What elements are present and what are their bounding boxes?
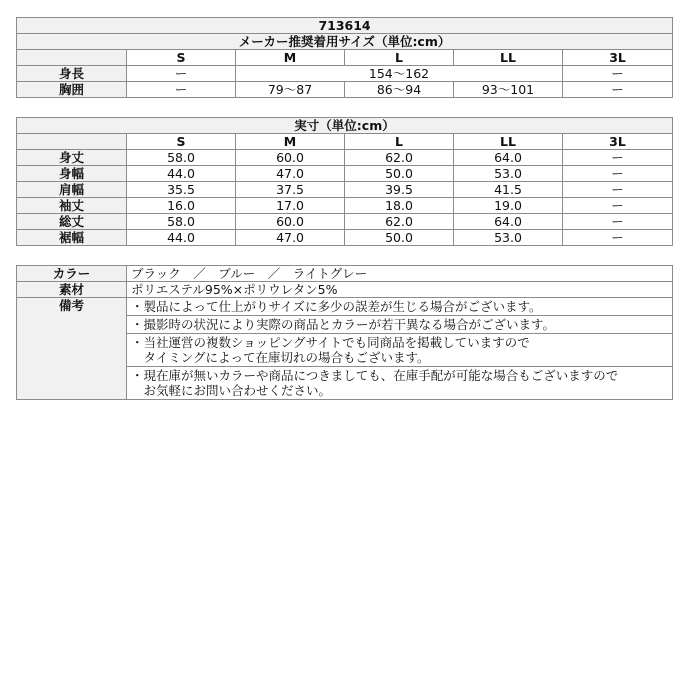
table-cell: 50.0 <box>345 230 454 246</box>
table-cell: ー <box>127 82 236 98</box>
size-header-l: L <box>345 134 454 150</box>
table-row <box>17 150 673 166</box>
table-cell: ー <box>563 66 673 82</box>
actual-size-table <box>16 117 673 246</box>
material-label: 素材 <box>17 282 127 298</box>
table-cell: 37.5 <box>236 182 345 198</box>
table-cell: 47.0 <box>236 166 345 182</box>
note-line: タイミングによって在庫切れの場合もございます。 <box>131 350 430 365</box>
row-label-height: 身長 <box>17 66 127 82</box>
table-cell: 47.0 <box>236 230 345 246</box>
table-cell: 50.0 <box>345 166 454 182</box>
table-cell: ー <box>563 150 673 166</box>
table-cell: ー <box>127 66 236 82</box>
note-line: ・製品によって仕上がりサイズに多少の誤差が生じる場合がございます。 <box>131 299 542 314</box>
size-header-m: M <box>236 134 345 150</box>
table-row <box>17 182 673 198</box>
material-value: ポリエステル95%×ポリウレタン5% <box>127 282 673 298</box>
table-cell: 19.0 <box>454 198 563 214</box>
table-cell: 86～94 <box>345 82 454 98</box>
note-item <box>127 334 673 367</box>
table-cell: 17.0 <box>236 198 345 214</box>
table-cell: 53.0 <box>454 230 563 246</box>
table-cell: 16.0 <box>127 198 236 214</box>
recommended-title: メーカー推奨着用サイズ（単位:cm） <box>17 34 673 50</box>
note-item <box>127 367 673 400</box>
table-cell: 62.0 <box>345 214 454 230</box>
note-item <box>127 316 673 334</box>
table-cell: ー <box>563 166 673 182</box>
row-label: 肩幅 <box>17 182 127 198</box>
table-cell: 60.0 <box>236 214 345 230</box>
note-line: お気軽にお問い合わせください。 <box>131 383 332 398</box>
table-cell: ー <box>563 230 673 246</box>
row-label: 裾幅 <box>17 230 127 246</box>
recommended-size-table <box>16 17 673 98</box>
note-item <box>127 298 673 316</box>
table-cell: 44.0 <box>127 230 236 246</box>
table-cell: ー <box>563 182 673 198</box>
table-cell: 53.0 <box>454 166 563 182</box>
table-row <box>17 66 673 82</box>
size-header-m: M <box>236 50 345 66</box>
table-cell: 79～87 <box>236 82 345 98</box>
color-label: カラー <box>17 266 127 282</box>
row-label: 身幅 <box>17 166 127 182</box>
table-cell: 41.5 <box>454 182 563 198</box>
size-header-s: S <box>127 50 236 66</box>
table-row <box>17 198 673 214</box>
table-cell: 58.0 <box>127 150 236 166</box>
table-cell: 39.5 <box>345 182 454 198</box>
table-cell: 60.0 <box>236 150 345 166</box>
product-info-table <box>16 265 673 400</box>
table-cell: ー <box>563 214 673 230</box>
table-cell: 35.5 <box>127 182 236 198</box>
row-label: 身丈 <box>17 150 127 166</box>
actual-title: 実寸（単位:cm） <box>17 118 673 134</box>
table-cell: ー <box>563 82 673 98</box>
size-header-ll: LL <box>454 134 563 150</box>
size-header-l: L <box>345 50 454 66</box>
size-header-ll: LL <box>454 50 563 66</box>
table-cell: 44.0 <box>127 166 236 182</box>
corner-cell <box>17 50 127 66</box>
size-header-3l: 3L <box>563 134 673 150</box>
notes-label: 備考 <box>17 298 127 400</box>
table-row <box>17 166 673 182</box>
product-id: 713614 <box>17 18 673 34</box>
row-label: 総丈 <box>17 214 127 230</box>
table-cell: 93～101 <box>454 82 563 98</box>
table-row <box>17 266 673 282</box>
color-value: ブラック ／ ブルー ／ ライトグレー <box>127 266 673 282</box>
table-row <box>17 230 673 246</box>
table-cell: 18.0 <box>345 198 454 214</box>
size-header-s: S <box>127 134 236 150</box>
corner-cell <box>17 134 127 150</box>
note-line: ・当社運営の複数ショッピングサイトでも同商品を掲載していますので <box>131 335 530 350</box>
table-cell: 58.0 <box>127 214 236 230</box>
table-row <box>17 82 673 98</box>
table-cell: ー <box>563 198 673 214</box>
table-row <box>17 214 673 230</box>
table-row <box>17 282 673 298</box>
row-label-chest: 胸囲 <box>17 82 127 98</box>
size-header-3l: 3L <box>563 50 673 66</box>
note-line: ・撮影時の状況により実際の商品とカラーが若干異なる場合がございます。 <box>131 317 556 332</box>
table-row <box>17 298 673 316</box>
table-cell: 64.0 <box>454 150 563 166</box>
row-label: 袖丈 <box>17 198 127 214</box>
table-cell: 62.0 <box>345 150 454 166</box>
note-line: ・現在庫が無いカラーや商品につきましても、在庫手配が可能な場合もございますので <box>131 368 619 383</box>
table-cell: 64.0 <box>454 214 563 230</box>
table-cell: 154～162 <box>236 66 563 82</box>
